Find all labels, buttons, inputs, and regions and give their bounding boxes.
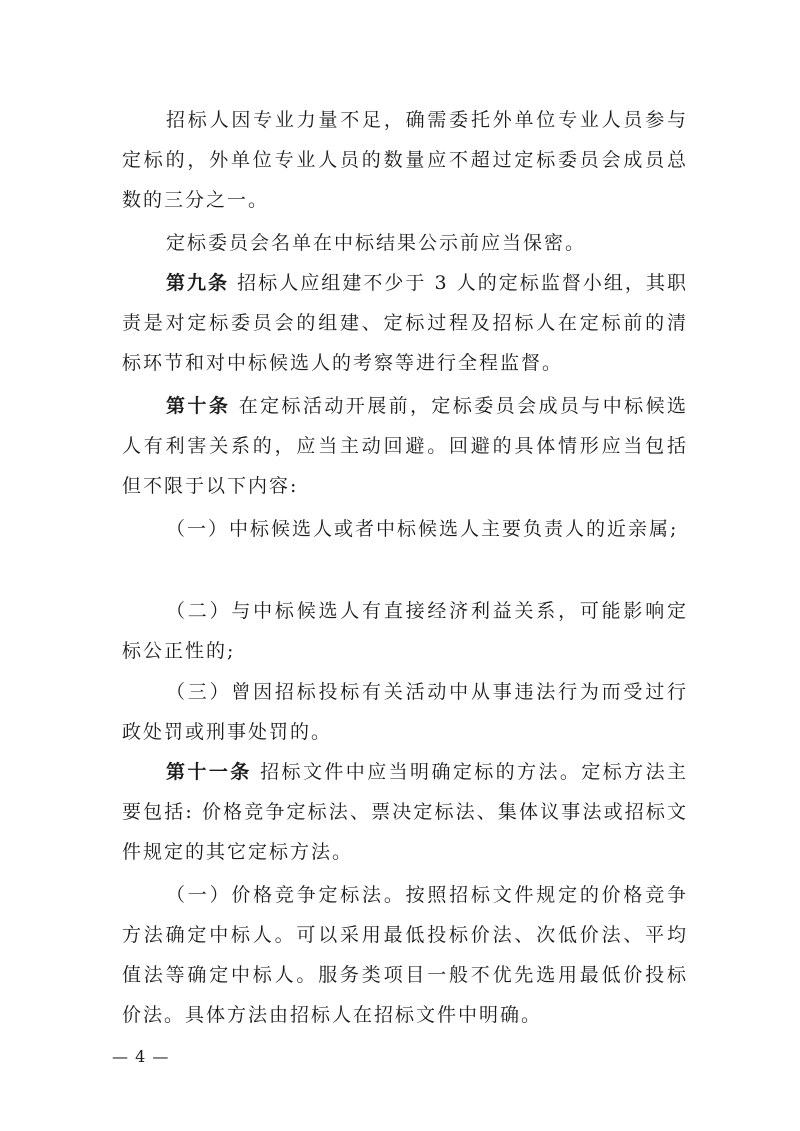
paragraph-item-1 [122,509,688,549]
paragraph-text: 招标人应组建不少于 3 人的定标监督小组，其职责是对定标委员会的组建、定标过程及招标人在定标前的清标环节和对中标候选人的考察等进行全程监督。 [122,272,688,374]
paragraph-text: 招标文件中应当明确定标的方法。定标方法主要包括: 价格竞争定标法、票决定标法、集体议事法或招标文件规定的其它定标方法。 [122,761,688,863]
paragraph-text: （三）曾因招标投标有关活动中从事违法行为而受过行政处罚或刑事处罚的。 [122,681,688,743]
paragraph-text: （一）中标候选人或者中标候选人主要负责人的近亲属; [166,518,679,540]
page-number: — 4 — [112,1047,170,1066]
article-heading: 第十条 [166,395,231,417]
paragraph-external-experts [122,100,688,220]
article-heading: 第十一条 [166,761,252,783]
paragraph-price-method [122,875,688,1035]
paragraph-text: 在定标活动开展前，定标委员会成员与中标候选人有利害关系的，应当主动回避。回避的具体情形应当包括但不限于以下内容: [122,395,688,497]
paragraph-confidentiality [122,223,688,263]
paragraph-item-3 [122,672,688,752]
paragraph-text: （一）价格竞争定标法。按照招标文件规定的价格竞争方法确定中标人。可以采用最低投标价法、次低价法、平均值法等确定中标人。服务类项目一般不优先选用最低价投标价法。具体方法由招标人在招标文件中明确。 [122,884,688,1026]
paragraph-text: 定标委员会名单在中标结果公示前应当保密。 [166,232,587,254]
paragraph-item-2 [122,591,688,671]
paragraph-article-10 [122,386,688,506]
paragraph-text: 招标人因专业力量不足，确需委托外单位专业人员参与定标的，外单位专业人员的数量应不超过定标委员会成员总数的三分之一。 [122,109,688,211]
article-heading: 第九条 [166,272,230,294]
paragraph-article-11 [122,752,688,872]
paragraph-article-9 [122,263,688,383]
paragraph-text: （二）与中标候选人有直接经济利益关系，可能影响定标公正性的; [122,600,688,662]
